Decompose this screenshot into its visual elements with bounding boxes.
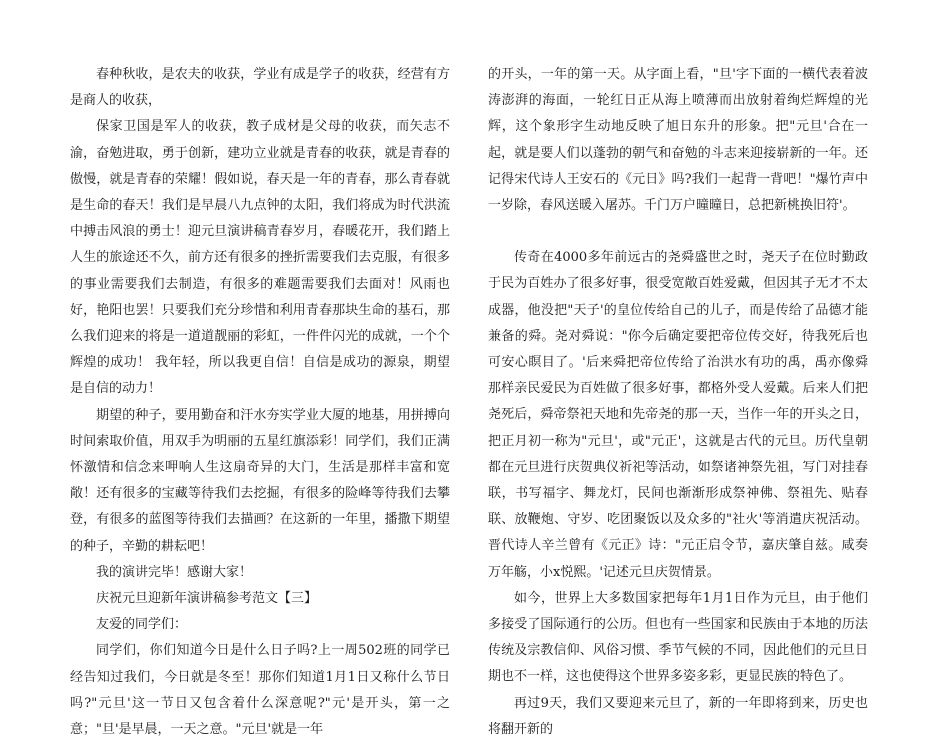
section-heading: 庆祝元旦迎新年演讲稿参考范文【三】: [96, 591, 318, 607]
paragraph-hope-seed: 期望的种子，要用勤奋和汗水夯实学业大厦的地基，用拼搏向时间索取价值，用双手为明丽的五星红旗添彩！同学们，我们正满怀激情和信念来呷响人生这扇奇异的大门，生活是那样丰富和宽敞！还有很多的宝藏等待我们去挖掘，有很多的险峰等待我们去攀登，有很多的蓝图等待我们去描画？在这新的一年里，播撒下期望的种子，辛勤的耕耘吧！: [70, 407, 450, 554]
right-column: [488, 62, 868, 743]
paragraph-greeting: 友爱的同学们：: [96, 617, 188, 633]
paragraph-calendar: 如今，世界上大多数国家把每年1月1日作为元旦，由于他们多接受了国际通行的公历。但也有一些国家和民族由于本地的历法传统及宗教信仰、风俗习惯、季节气候的不同，因此他们的元旦日期也不一样，这也使得这个世界多姿多彩，更显民族的特色了。: [488, 590, 868, 685]
left-column: [70, 62, 450, 743]
paragraph-legend: 传奇在4000多年前远古的尧舜盛世之时，尧天子在位时勤政于民为百姓办了很多好事，很受宽敞百姓爱戴，但因其子无才不太成器，他没把"天子'的皇位传给自己的儿子，而是传给了品德才能兼备的舜。尧对舜说："你今后确定要把帝位传交好，待我死后也可安心瞑目了。'后来舜把帝位传给了治洪水有功的禹，禹亦像舜那样亲民爱民为百姓做了很多好事，都格外受人爱戴。后来人们把尧死后，舜帝祭祀天地和先帝尧的那一天，当作一年的开头之日，把正月初一称为"元旦'，或"元正'，这就是古代的元旦。历代皇朝都在元旦进行庆贺典仪祈祀等活动，如祭诸神祭先祖，写门对挂春联，书写福字、舞龙灯，民间也渐渐形成祭神佛、祭祖先、贴春联、放鞭炮、守岁、吃团聚饭以及众多的"社火'等消遣庆祝活动。晋代诗人辛兰曾有《元正》诗："元正启令节，嘉庆肇自兹。咸奏万年觞，小x悦熙。'记述元旦庆贺情景。: [488, 250, 868, 580]
paragraph-dan-character: 的开头，一年的第一天。从字面上看，"旦'字下面的一横代表着波涛澎湃的海面，一轮红日正从海上喷薄而出放射着绚烂辉煌的光辉，这个象形字生动地反映了旭日东升的形象。把"元旦'合在一起，就是要人们以蓬勃的朝气和奋勉的斗志来迎接崭新的一年。还记得宋代诗人王安石的《元日》吗?我们一起背一背吧！"爆竹声中一岁除，春风送暖入屠苏。千门万户曈曈日，总把新桃换旧符'。: [488, 67, 868, 214]
paragraph-closing-thanks: 我的演讲完毕！感谢大家！: [96, 564, 253, 580]
paragraph-youth: 保家卫国是军人的收获，教子成材是父母的收获，而矢志不渝，奋勉进取，勇于创新，建功立业就是青春的收获，就是青春的傲慢，就是青春的荣耀！假如说，春天是一年的青春，那么青春就是生命的春天！我们是早晨八九点钟的太阳，我们将成为时代洪流中搏击风浪的勇士！迎元旦演讲稿青春岁月，春暖花开，我们踏上人生的旅途还不久，前方还有很多的挫折需要我们去克服，有很多的事业需要我们去制造，有很多的难题需要我们去面对！风雨也好，艳阳也罢！只要我们充分珍惜和利用青春那块生命的基石，那么我们迎来的将是一道道靓丽的彩虹，一件件闪光的成就，一个个辉煌的成功！ 我年轻，所以我更自信！自信是成功的源泉，期望是自信的动力！: [70, 119, 450, 397]
paragraph-spacer: [488, 219, 868, 245]
paragraph-new-year-meaning: 同学们，你们知道今日是什么日子吗?上一周502班的同学已经告知过我们，今日就是冬至！那你们知道1月1日又称什么节日吗?"元旦'这一节日又包含着什么深意呢?"元'是开头，第一之意；"旦'是早晨，一天之意。"元旦'就是一年: [70, 643, 450, 738]
paragraph-nine-days: 再过9天，我们又要迎来元旦了，新的一年即将到来，历史也将翻开新的: [488, 695, 868, 737]
paragraph-harvest: 春种秋收，是农夫的收获，学业有成是学子的收获，经营有方是商人的收获，: [70, 67, 450, 109]
